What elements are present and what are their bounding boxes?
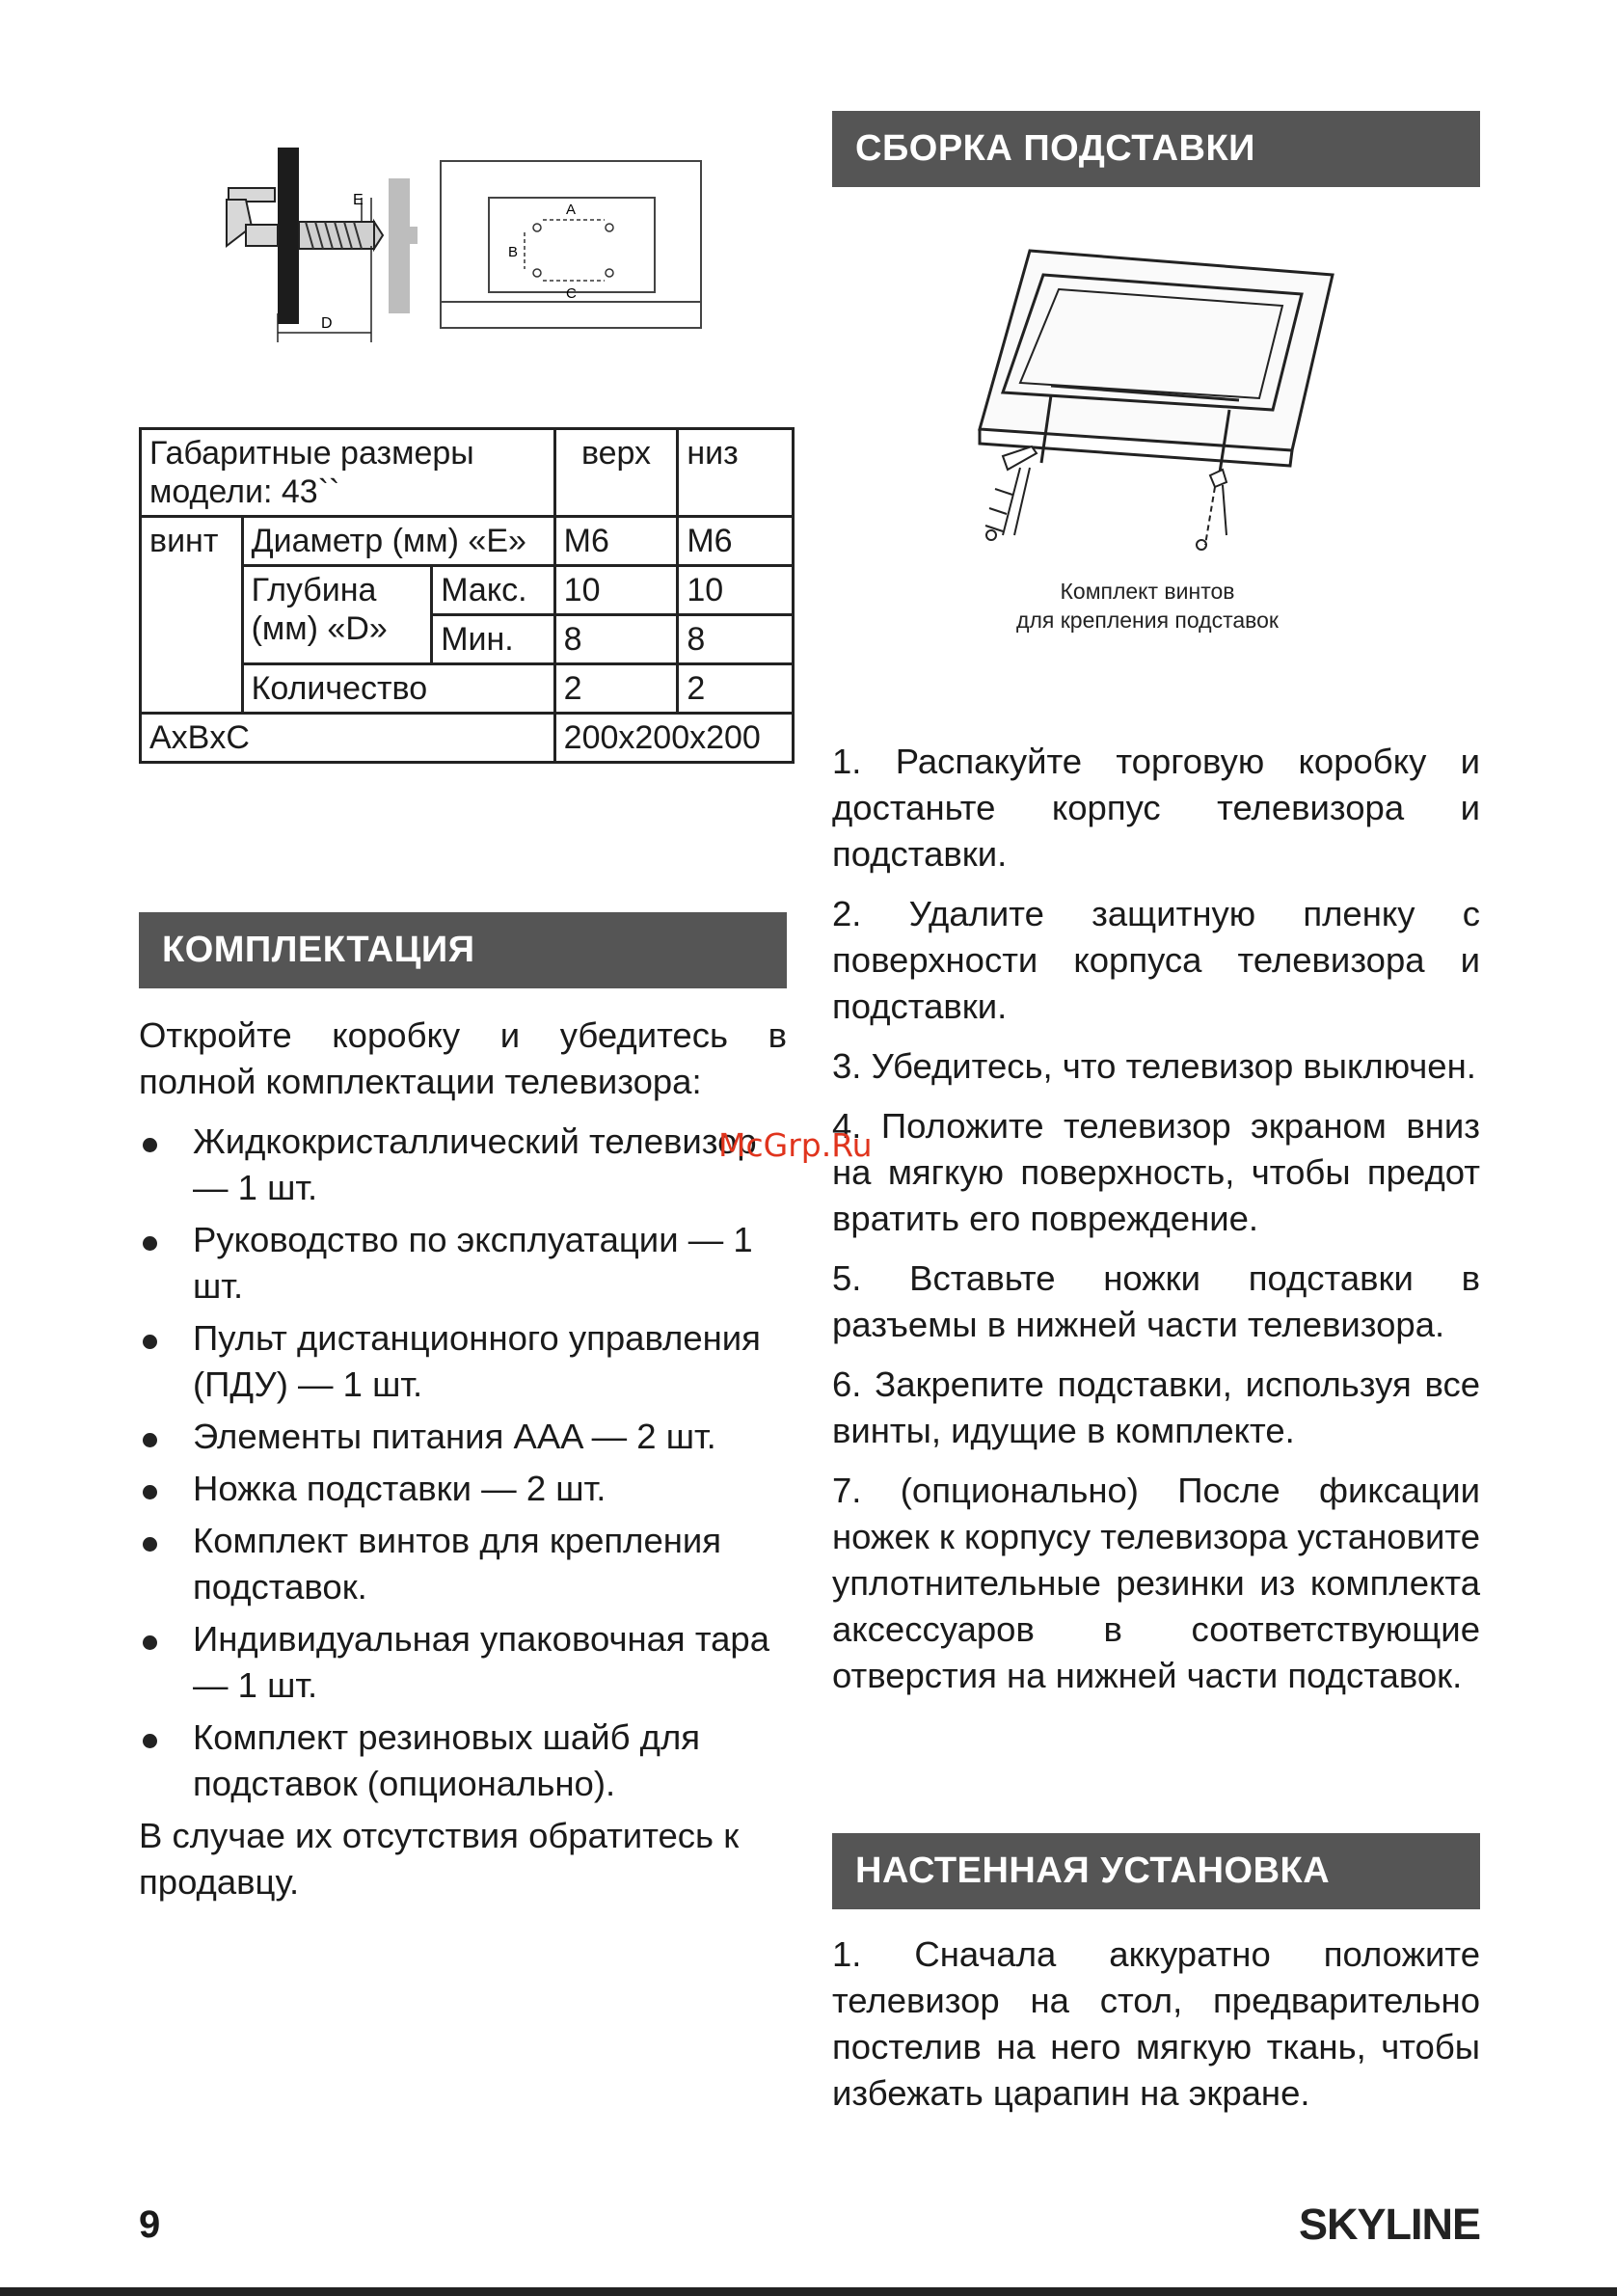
diagram-label-b: B (508, 244, 519, 260)
diagram-label-a: A (566, 202, 577, 218)
table-cell-value: 8 (554, 615, 678, 664)
list-item: 7. (опционально) После фиксации ножек к корпусу телевизора установите уплотнительные резинки из комплекта аксессуаров в соответствующие отверстия на нижней части подставок. (832, 1471, 1480, 1695)
bullet-icon (143, 1138, 157, 1152)
section-heading-komplektaciya (139, 912, 787, 988)
list-item: 6. Закрепите подставки, используя все винты, идущие в комплекте. (832, 1364, 1480, 1450)
list-item: Руководство по эксплуатации — 1 шт. (139, 1217, 787, 1310)
bullet-icon (143, 1734, 157, 1748)
table-cell-value: 2 (678, 664, 794, 714)
tv-stand-assembly-diagram (974, 246, 1340, 564)
section-title: КОМПЛЕКТАЦИЯ (162, 930, 475, 970)
section-title: НАСТЕННАЯ УСТАНОВКА (855, 1850, 1331, 1891)
table-cell-diameter: Диаметр (мм) «E» (242, 517, 554, 566)
list-item: Индивидуальная упаковочная тара — 1 шт. (139, 1616, 787, 1709)
watermark: McGrp.Ru (718, 1126, 873, 1164)
table-cell-value: 10 (554, 566, 678, 615)
diagram-label-c: C (566, 285, 577, 302)
brand-logo: SKYLINE (1299, 2200, 1481, 2249)
table-cell-value: 8 (678, 615, 794, 664)
nastennaya-steps (832, 1931, 1480, 2130)
diagram-label-e: E (353, 192, 364, 208)
intro-paragraph: Откройте коробку и убедитесь в полной комплектации телевизора: (139, 1015, 787, 1101)
page-number: 9 (139, 2203, 161, 2246)
mounting-pattern-diagram (439, 159, 704, 333)
list-item: Комплект винтов для крепления подставок. (139, 1518, 787, 1610)
list-item: 1. Сначала аккуратно положите телевизор на стол, предварительно постелив на него мягкую ткань, чтобы избежать царапин на экране. (832, 1934, 1480, 2113)
table-header-bottom: низ (678, 429, 794, 517)
contents-list (139, 1119, 787, 1807)
komplektaciya-body (139, 1013, 787, 1905)
bullet-icon (143, 1485, 157, 1499)
list-item: Ножка подставки — 2 шт. (139, 1466, 787, 1512)
table-cell-quantity: Количество (242, 664, 554, 714)
list-item: Комплект резиновых шайб для подставок (опционально). (139, 1715, 787, 1807)
table-header-top: верх (554, 429, 678, 517)
table-cell-axbxc-value: 200x200x200 (554, 714, 793, 763)
section-heading-nastennaya (832, 1833, 1480, 1909)
list-item: 3. Убедитесь, что телевизор выключен. (832, 1046, 1476, 1086)
table-cell-max: Макс. (432, 566, 554, 615)
assembly-caption (964, 577, 1331, 635)
list-item: 5. Вставьте ножки подставки в разъемы в нижней части телевизора. (832, 1258, 1480, 1344)
caption-line: Комплект винтов (1060, 579, 1235, 604)
bullet-icon (143, 1537, 157, 1552)
list-item: Элементы питания AAA — 2 шт. (139, 1414, 787, 1460)
wall-mount-steps-list (832, 1931, 1480, 2117)
table-cell-min: Мин. (432, 615, 554, 664)
table-cell-screw: винт (141, 517, 243, 714)
table-cell-value: 10 (678, 566, 794, 615)
bullet-icon (143, 1433, 157, 1447)
bottom-divider (0, 2287, 1617, 2296)
list-item: 2. Удалите защитную пленку с поверхности корпуса телевизора и подставки. (832, 894, 1480, 1026)
list-item: Жидкокристаллический телевизор — 1 шт. (139, 1119, 787, 1211)
mounting-spec-table (139, 427, 795, 764)
table-cell-value: M6 (678, 517, 794, 566)
table-cell-value: M6 (554, 517, 678, 566)
table-cell-axbxc: AxBxC (141, 714, 555, 763)
bullet-icon (143, 1335, 157, 1349)
table-row (141, 517, 794, 566)
screw-depth-diagram (217, 140, 419, 352)
table-row (141, 714, 794, 763)
list-item: 1. Распакуйте торговую коробку и достаньте корпус телевизора и подставки. (832, 742, 1480, 874)
outro-paragraph: В случае их отсутствия обратитесь к продавцу. (139, 1816, 740, 1902)
bullet-icon (143, 1635, 157, 1650)
sborka-steps (832, 739, 1480, 1713)
bullet-icon (143, 1236, 157, 1251)
table-cell-model: Габаритные размеры модели: 43`` (141, 429, 555, 517)
section-heading-sborka (832, 111, 1480, 187)
diagram-label-d: D (321, 315, 333, 332)
table-cell-value: 2 (554, 664, 678, 714)
table-row (141, 429, 794, 517)
assembly-steps-list (832, 739, 1480, 1699)
list-item: Пульт дистанционного управления (ПДУ) — 1 шт. (139, 1315, 787, 1408)
section-title: СБОРКА ПОДСТАВКИ (855, 128, 1255, 169)
caption-line: для крепления подставок (1016, 608, 1279, 633)
table-cell-depth: Глубина (мм) «D» (242, 566, 432, 664)
list-item: 4. Положите телевизор экраном вниз на мягкую поверхность, чтобы предот вратить его повреждение. (832, 1106, 1480, 1238)
